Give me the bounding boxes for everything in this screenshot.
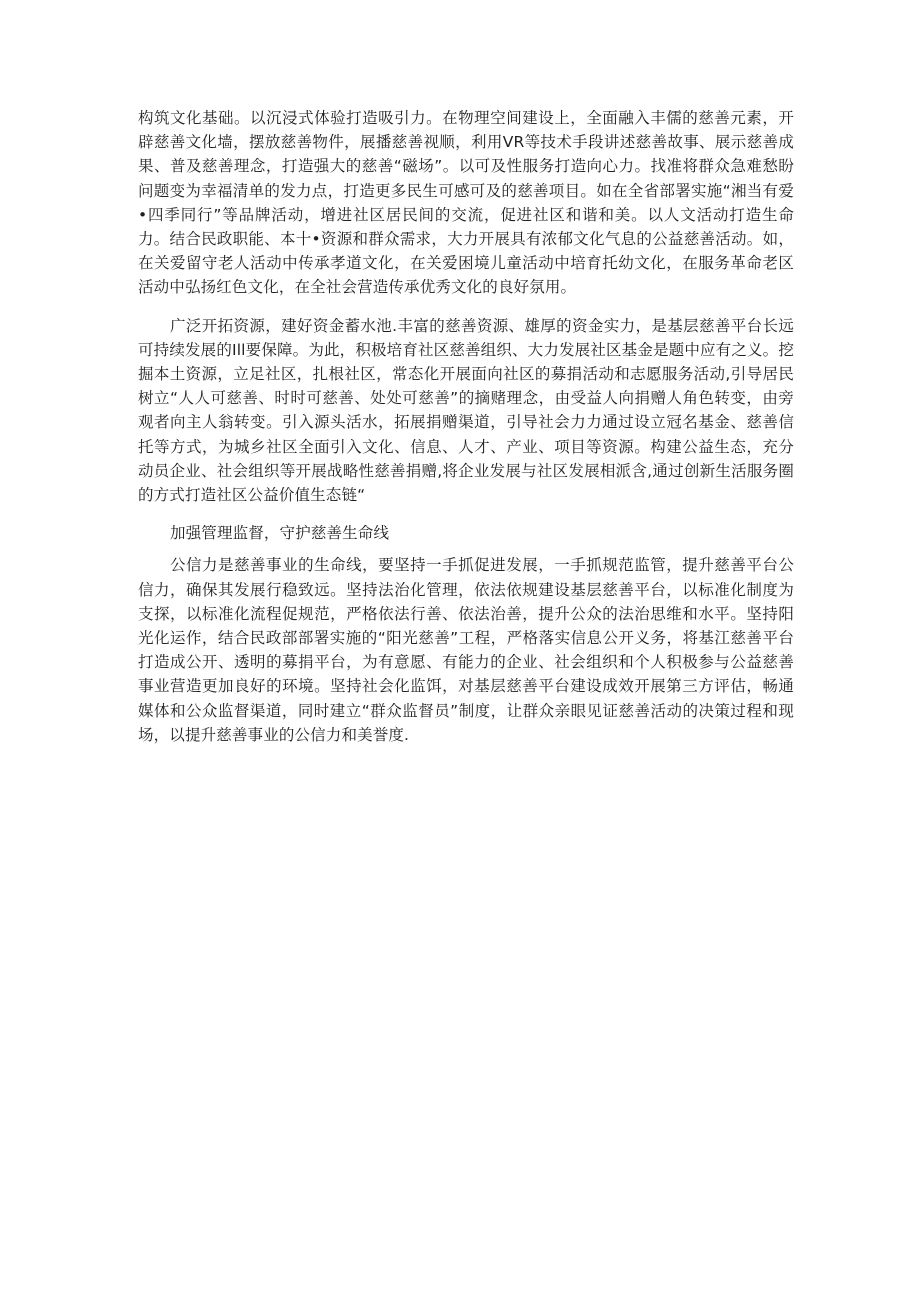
document-page <box>138 106 794 747</box>
paragraph-supervision: 公信力是慈善事业的生命线，要坚持一手抓促进发展，一手抓规范监管，提升慈善平台公信力，确保其发展行稳致远。坚持法治化管理，依法依规建设基层慈善平台，以标准化制度为支探，以标准化流程促规范，严格依法行善、依法治善，提升公众的法治思维和水平。坚持阳光化运作，结合民政部部署实施的“阳光慈善”工程，严格落实信息公开义务，将基江慈善平台打造成公开、透明的募捐平台，为有意愿、有能力的企业、社会组织和个人积极参与公益慈善事业营造更加良好的环境。坚持社会化监饵，对基层慈善平台建设成效开展第三方评估，畅通媒体和公众监督渠道，同时建立“群众监督员”制度，让群众亲眼见证慈善活动的决策过程和现场，以提升慈善事业的公信力和美誉度. <box>138 556 794 744</box>
paragraph-culture: 构筑文化基础。以沉浸式体验打造吸引力。在物理空间建设上，全面融入丰儒的慈善元素，开辟慈善文化墙，摆放慈善物件，展播慈善视顺，利用VR等技术手段讲述慈善故事、展示慈善成果、普及慈善理念，打造强大的慈善“磁场”。以可及性服务打造向心力。找准将群众急难愁盼问题变为幸福清单的发力点，打造更多民生可感可及的慈善项目。如在全省部署实施“湘当有爱•四季同行”等品牌活动，增进社区居民间的交流，促进社区和谐和美。以人文活动打造生命力。结合民政职能、本十•资源和群众需求，大力开展具有浓郁文化气息的公益慈善活动。如，在关爱留守老人活动中传承孝道文化，在关爱困境儿童活动中培育托幼文化，在服务革命老区活动中弘扬红色文化，在全社会营造传承优秀文化的良好氛用。 <box>138 109 794 297</box>
section-heading-supervision: 加强管理监督，守护慈善生命线 <box>170 524 390 543</box>
paragraph-resources: 广泛开拓资源，建好资金蓄水池.丰富的慈善资源、雄厚的资金实力，是基层慈善平台长远可持续发展的Ill要保障。为此，积极培育社区慈善组织、大力发展社区基金是题中应有之义。挖掘本土资源，立足社区，扎根社区，常态化开展面向社区的募捐活动和志愿服务活动,引导居民树立“人人可慈善、时时可慈善、处处可慈善”的摘赌理念，由受益人向捐赠人角色转变，由旁观者向主人翁转变。引入源头活水，拓展捐赠渠道，引导社会力力通过设立冠名基金、慈善信托等方式，为城乡社区全面引入文化、信息、人才、产业、项目等资源。构建公益生态，充分动员企业、社会组织等开展战略性慈善捐赠,将企业发展与社区发展相派含,通过创新生活服务圈的方式打造社区公益价值生态链“ <box>138 316 794 505</box>
